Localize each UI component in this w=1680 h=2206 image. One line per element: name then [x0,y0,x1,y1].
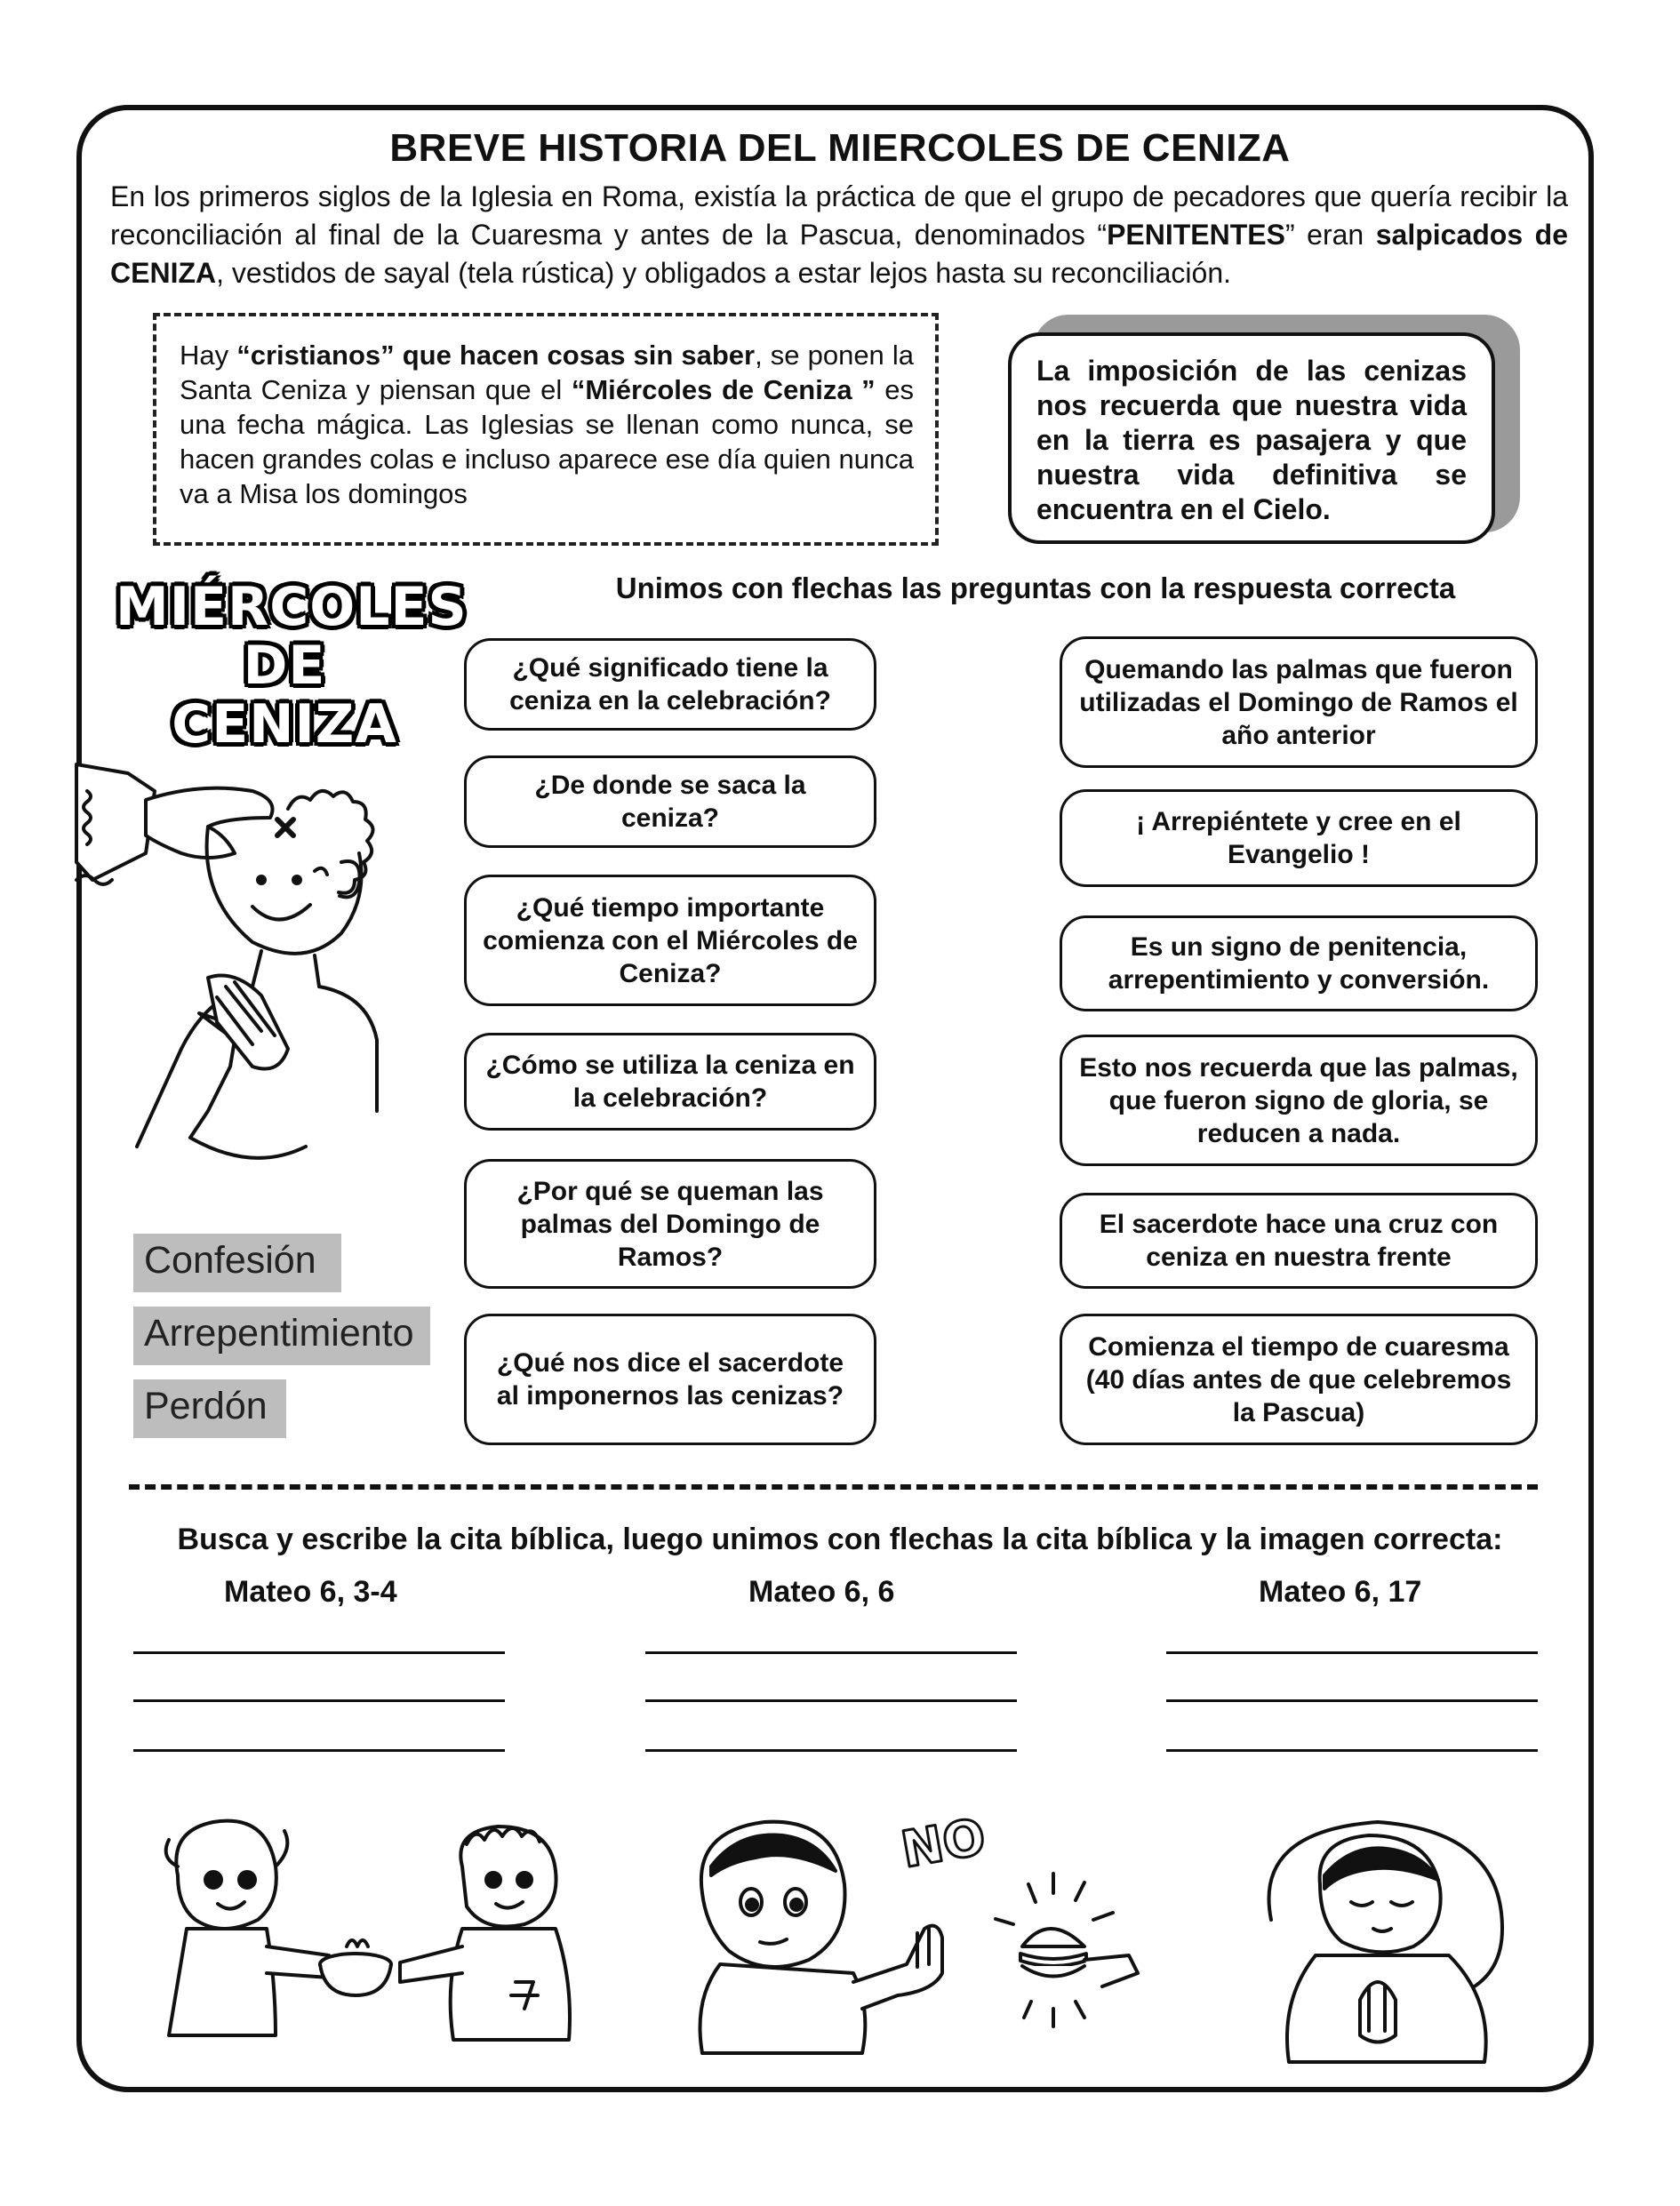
question-box: ¿Qué tiempo importante comienza con el Miércoles de Ceniza? [464,875,876,1006]
dashed-note-box: Hay “cristianos” que hacen cosas sin saber, se ponen la Santa Ceniza y piensan que el “Miércoles de Ceniza ” es una fecha mágica. Las Iglesias se llenan como nunca, se hacen grandes colas e incluso aparece ese día quien nunca va a Misa los domingos [153,313,939,546]
intro-paragraph: En los primeros siglos de la Iglesia en Roma, existía la práctica de que el grupo de pecadores que quería recibir la reconciliación al final de la Cuaresma y antes de la Pascua, denominados “PENITENTES” eran salpicados de CENIZA, vestidos de sayal (tela rústica) y obligados a estar lejos hasta su reconciliación. [110,180,1569,289]
bible-reference: Mateo 6, 6 [748,1575,895,1609]
word-tag: Confesión [133,1234,341,1292]
answer-box: Es un signo de penitencia, arrepentimiento y conversión. [1060,915,1538,1011]
question-box: ¿Cómo se utiliza la ceniza en la celebración? [464,1033,876,1131]
question-box: ¿Qué significado tiene la ceniza en la celebración? [464,638,876,731]
question-box: ¿Qué nos dice el sacerdote al imponernos las cenizas? [464,1314,876,1445]
big-title-line: DE [243,635,326,697]
boy-fasting-illustration [684,1795,1182,2071]
big-title [116,576,468,755]
matching-instruction: Unimos con flechas las preguntas con la respuesta correcta [615,571,1456,604]
writing-line[interactable] [133,1651,505,1654]
answer-box: El sacerdote hace una cruz con ceniza en nuestra frente [1060,1193,1538,1289]
bible-instruction: Busca y escribe la cita bíblica, luego unimos con flechas la cita bíblica y la imagen correcta: [177,1523,1503,1556]
writing-line[interactable] [133,1749,505,1752]
big-title-line: MIÉRCOLES [116,576,468,638]
answer-box: Esto nos recuerda que las palmas, que fueron signo de gloria, se reducen a nada. [1060,1035,1538,1166]
bible-reference: Mateo 6, 17 [1259,1575,1422,1609]
praying-child-illustration [1236,1804,1538,2071]
writing-line[interactable] [1166,1651,1538,1654]
writing-line[interactable] [645,1699,1017,1702]
writing-line[interactable] [645,1651,1017,1654]
callout-box: La imposición de las cenizas nos recuerda que nuestra vida en la tierra es pasajera y que nuestra vida definitiva se encuentra en el Cielo. [1008,332,1495,544]
writing-line[interactable] [645,1749,1017,1752]
bible-reference: Mateo 6, 3-4 [224,1575,397,1609]
question-box: ¿Por qué se queman las palmas del Domingo de Ramos? [464,1159,876,1289]
ash-imposition-illustration [75,755,448,1218]
writing-line[interactable] [1166,1749,1538,1752]
children-giving-illustration [142,1804,604,2071]
answer-box: Comienza el tiempo de cuaresma (40 días antes de que celebremos la Pascua) [1060,1314,1538,1445]
page-title: BREVE HISTORIA DEL MIERCOLES DE CENIZA [389,126,1291,170]
big-title-line: CENIZA [172,693,397,755]
section-divider [129,1484,1538,1490]
writing-line[interactable] [133,1699,505,1702]
writing-line[interactable] [1166,1699,1538,1702]
word-tag: Perdón [133,1379,286,1438]
answer-box: ¡ Arrepiéntete y cree en el Evangelio ! [1060,789,1538,887]
answer-box: Quemando las palmas que fueron utilizadas el Domingo de Ramos el año anterior [1060,636,1538,768]
word-tag: Arrepentimiento [133,1307,430,1365]
question-box: ¿De donde se saca la ceniza? [464,755,876,848]
no-label: NO [897,1808,990,1880]
